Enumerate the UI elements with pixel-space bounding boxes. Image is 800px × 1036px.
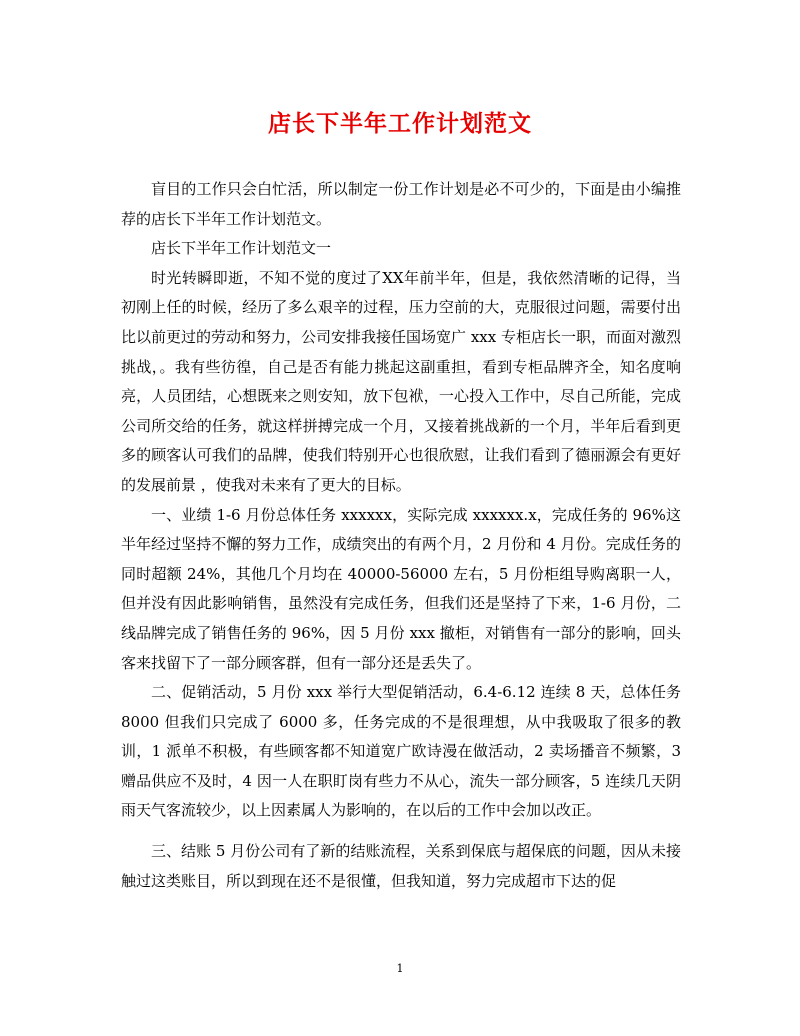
paragraph-settlement: 三、结账 5 月份公司有了新的结账流程，关系到保底与超保底的问题，因从未接触过这类账目，所以到现在还不是很懂，但我知道，努力完成超市下达的促 [121,842,681,890]
document-body [121,175,681,896]
paragraph-intro: 盲目的工作只会白忙活，所以制定一份工作计划是必不可少的，下面是由小编推荐的店长下半年工作计划范文。 [121,180,681,228]
paragraph-promotion: 二、促销活动，5 月份 xxx 举行大型促销活动，6.4-6.12 连续 8 天，总体任务 8000 但我们只完成了 6000 多，任务完成的不是很理想，从中我吸取了很多的教训，1 派单不积极，有些顾客都不知道宽广欧诗漫在做活动，2 卖场播音不频繁，3 赠品供应不及时，4 因一人在职盯岗有些力不从心，流失一部分顾客，5 连续几天阴雨天气客流较少，以上因素属人为影响的，在以后的工作中会加以改正。 [121,683,681,820]
paragraph-subtitle: 店长下半年工作计划范文一 [151,239,332,258]
paragraph-reflection: 时光转瞬即逝，不知不觉的度过了XX年前半年，但是，我依然清晰的记得，当初刚上任的时候，经历了多么艰辛的过程，压力空前的大，克服很过问题，需要付出比以前更过的劳动和努力，公司安排我接任国场宽广 xxx 专柜店长一职，而面对激烈挑战，。我有些彷徨，自己是否有能力挑起这副重担，看到专柜品牌齐全，知名度响亮，人员团结，心想既来之则安知，放下包袱，一心投入工作中，尽自己所能，完成公司所交给的任务，就这样拼搏完成一个月，又接着挑战新的一个月，半年后看到更多的顾客认可我们的品牌，使我们特别开心也很欣慰，让我们看到了德丽源会有更好的发展前景 ，使我对未来有了更大的目标。 [121,268,681,494]
paragraph-performance: 一、业绩 1-6 月份总体任务 xxxxxx，实际完成 xxxxxx.x，完成任务的 96%这半年经过坚持不懈的努力工作，成绩突出的有两个月，2 月份和 4 月份。完成任务的同时超额 24%，其他几个月均在 40000-56000 左右，5 月份柜组导购离职一人，但并没有因此影响销售，虽然没有完成任务，但我们还是坚持了下来，1-6 月份，二线品牌完成了销售任务的 96%，因 5 月份 xxx 撤柜，对销售有一部分的影响，回头客来找留下了一部分顾客群，但有一部分还是丢失了。 [121,505,681,672]
document-title: 店长下半年工作计划范文 [268,110,532,137]
page-number: 1 [396,962,404,975]
